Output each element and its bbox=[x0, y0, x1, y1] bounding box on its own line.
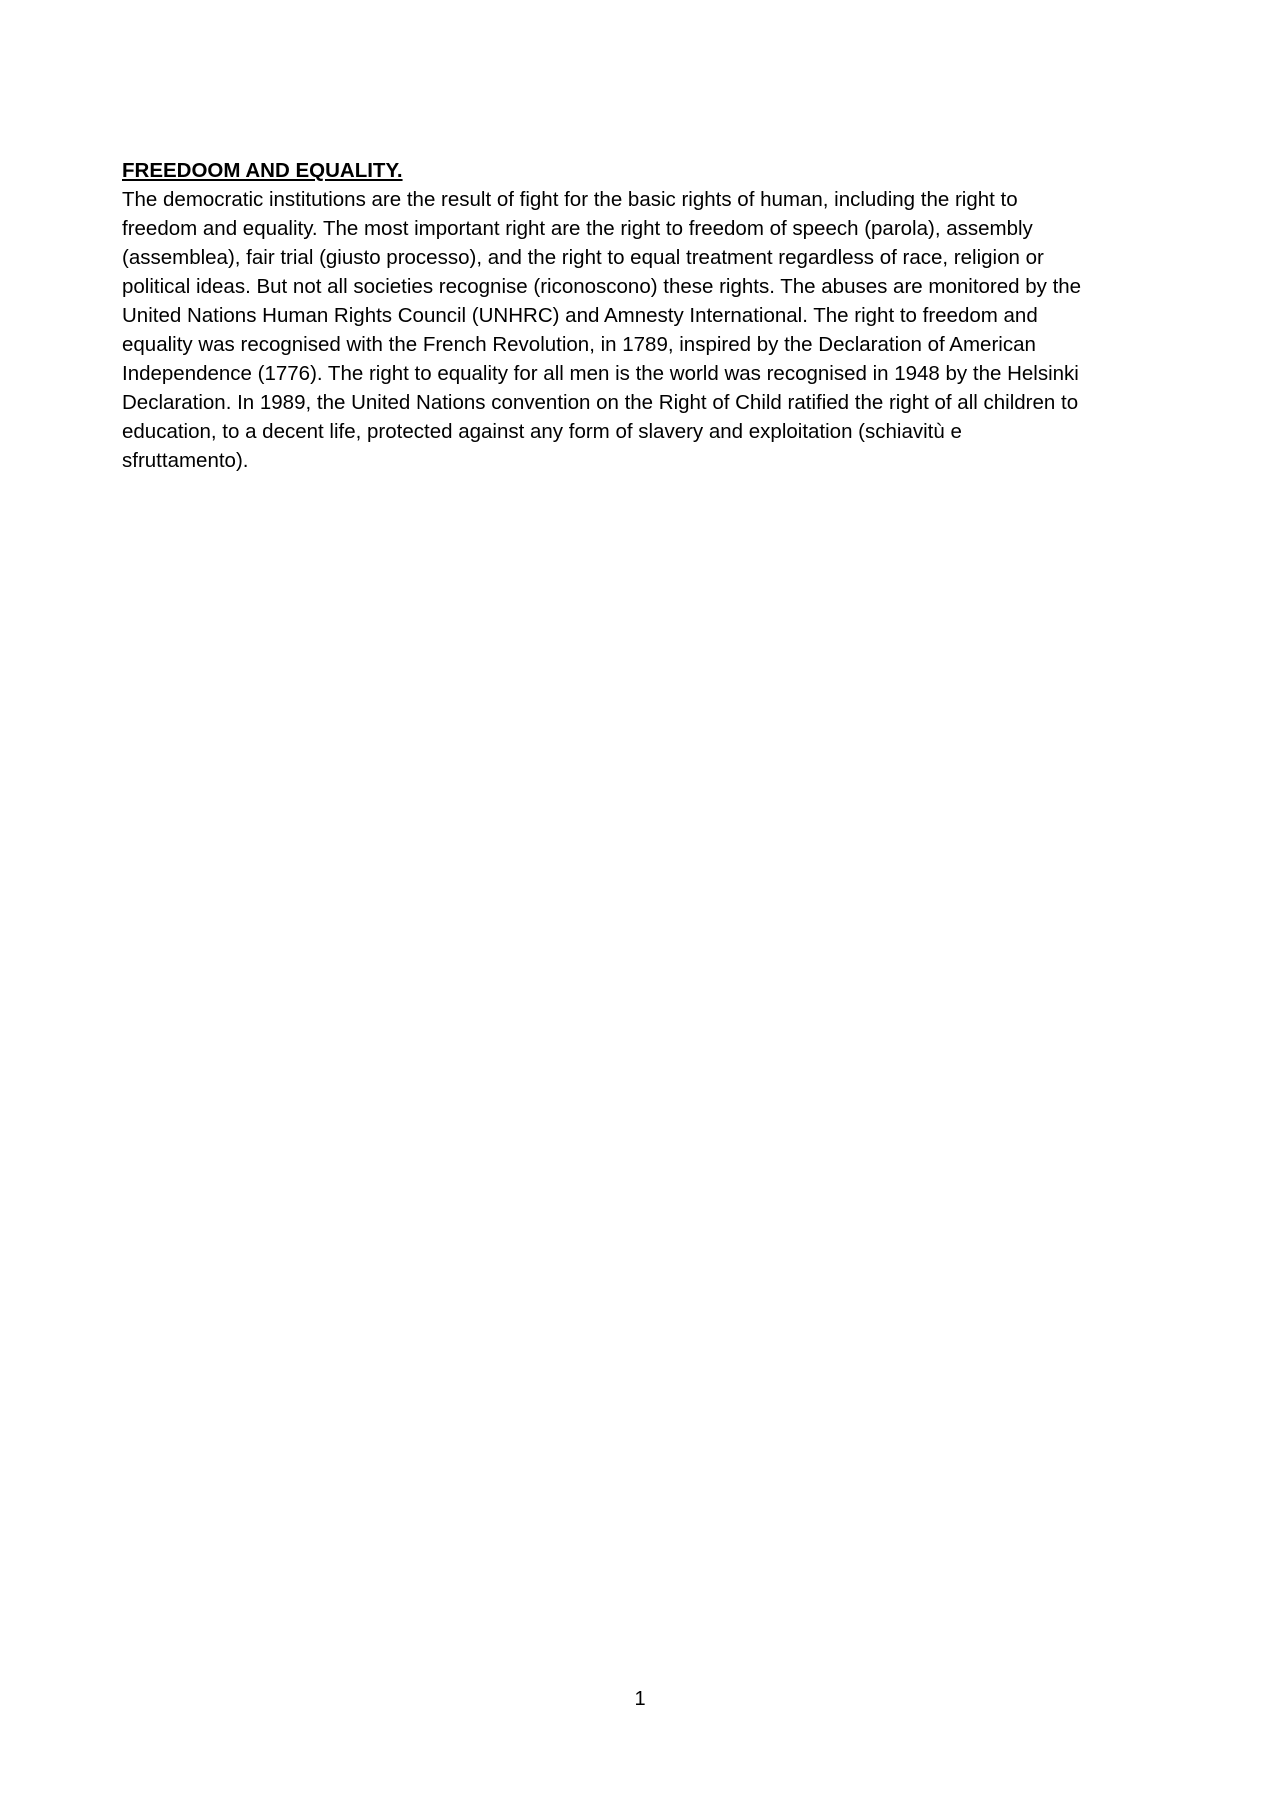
page-number: 1 bbox=[634, 1688, 646, 1710]
body-line: (assemblea), fair trial (giusto processo), and the right to equal treatment regardless of race, religion or bbox=[122, 246, 1044, 269]
body-line: sfruttamento). bbox=[122, 449, 249, 472]
body-line: Declaration. In 1989, the United Nations convention on the Right of Child ratified the right of all children to bbox=[122, 391, 1079, 414]
body-line: political ideas. But not all societies recognise (riconoscono) these rights. The abuses are monitored by the bbox=[122, 275, 1082, 298]
body-line: equality was recognised with the French Revolution, in 1789, inspired by the Declaration of American bbox=[122, 333, 1036, 356]
body-line: The democratic institutions are the result of fight for the basic rights of human, including the right to bbox=[122, 188, 1018, 211]
document-body bbox=[122, 156, 1162, 475]
body-line: freedom and equality. The most important right are the right to freedom of speech (parola), assembly bbox=[122, 217, 1033, 240]
document-title: FREEDOOM AND EQUALITY. bbox=[122, 159, 403, 182]
body-line: education, to a decent life, protected against any form of slavery and exploitation (schiavitù e bbox=[122, 420, 962, 443]
body-line: United Nations Human Rights Council (UNHRC) and Amnesty International. The right to freedom and bbox=[122, 304, 1038, 327]
body-line: Independence (1776). The right to equality for all men is the world was recognised in 1948 by the Helsinki bbox=[122, 362, 1079, 385]
